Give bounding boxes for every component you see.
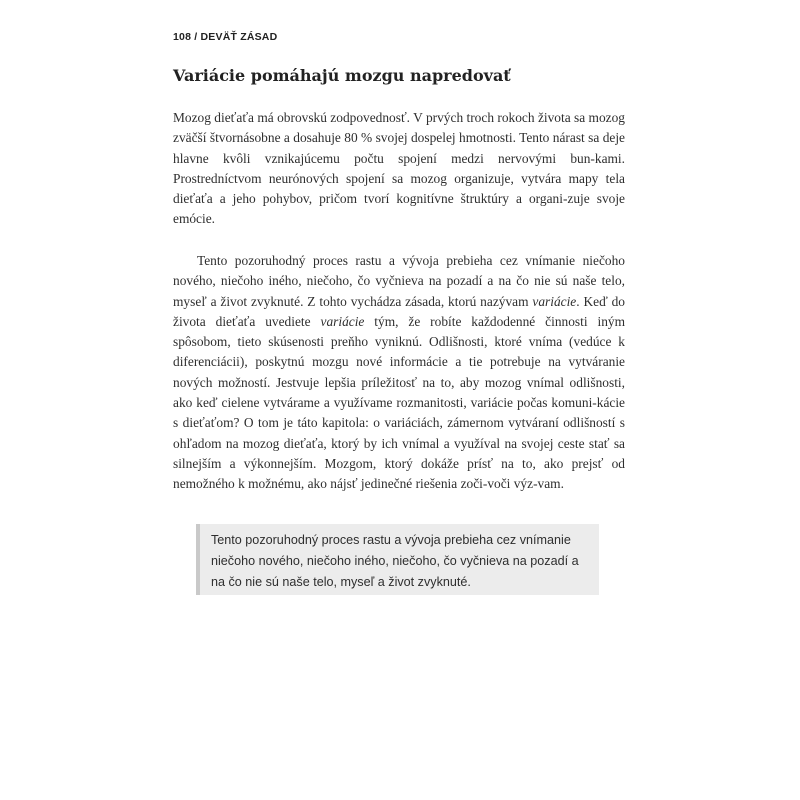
pull-quote — [196, 524, 599, 595]
section-title: Variácie pomáhajú mozgu napredovať — [173, 66, 511, 85]
page-number: 108 — [173, 31, 192, 43]
paragraph-2-part-2: . Keď do života dieťaťa uvediete — [173, 293, 625, 329]
book-title: DEVÄŤ ZÁSAD — [200, 31, 278, 43]
running-head — [173, 31, 277, 43]
paragraph-2 — [173, 251, 625, 495]
paragraph-2-emphasis-2: variácie — [320, 313, 365, 329]
paragraph-2-emphasis-1: variácie — [532, 293, 577, 309]
pull-quote-text: Tento pozoruhodný proces rastu a vývoja prebieha cez vnímanie niečoho nového, niečoho iného, niečoho, čo vyčnieva na pozadí a na čo nie sú naše telo, myseľ a život zvyknuté. — [211, 533, 579, 589]
paragraph-2-part-1: Tento pozoruhodný proces rastu a vývoja prebieha cez vnímanie niečoho nového, niečoho iného, niečoho, čo vyčnieva na pozadí a na čo nie sú naše telo, myseľ a život zvyknuté. Z tohto vychádza zásada, ktorú nazývam — [173, 253, 625, 309]
paragraph-1: Mozog dieťaťa má obrovskú zodpovednosť. V prvých troch rokoch života sa mozog zväčší štvornásobne a dosahuje 80 % svojej dospelej hmotnosti. Tento nárast sa deje hlavne kvôli vznikajúcemu počtu spojení medzi nervovými bun-kami. Prostredníctvom neurónových spojení sa mozog organizuje, vytvára mapy tela dieťaťa a jeho pohybov, pričom tvorí kognitívne štruktúry a organi-zuje svoje emócie. — [173, 110, 625, 227]
paragraph-2-part-3: tým, že robíte každodenné činnosti iným spôsobom, tieto skúsenosti preňho vyniknú. Odlišnosti, ktoré vníma (vedúce k diferenciácii), poskytnú mozgu nové informácie a tie potrebuje na vytváranie nových možností. Jestvuje lepšia príležitosť na to, aby mozog vnímal odlišnosti, ako keď cielene vytvárame a využívame rozmanitosti, variácie počas komuni-kácie s dieťaťom? O tom je táto kapitola: o variáciách, zámernom vytváraní odlišností s ohľadom na mozog dieťaťa, ktorý by ich vnímal a využíval na svojej ceste stať sa silnejším a výkonnejším. Mozgom, ktorý dokáže prísť na to, ako prejsť od nemožného k možnému, ako nájsť jedinečné riešenia zoči-voči výz-vam. — [173, 313, 625, 492]
running-head-separator: / — [194, 31, 198, 43]
